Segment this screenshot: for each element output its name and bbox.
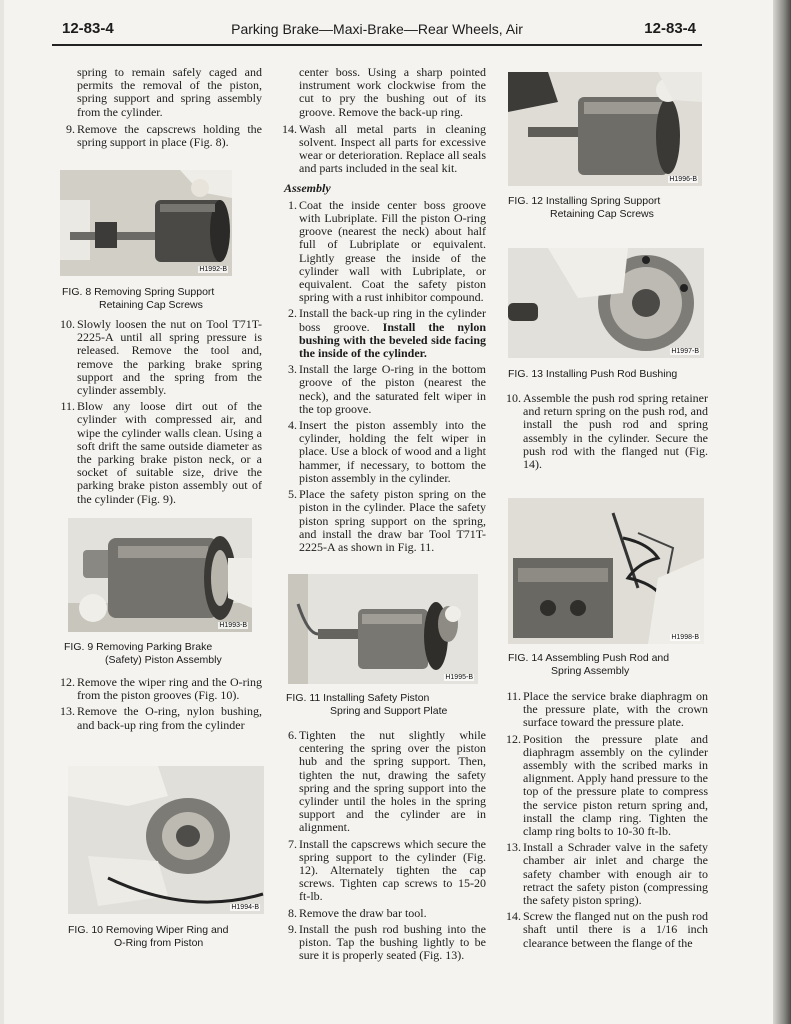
step-10: 10. Slowly loosen the nut on Tool T71T-2225-A until all spring pressure is released. Remove the tool and, remove the parking brake spring support and the spring from the cylinder assembly. [60, 317, 262, 398]
column-1-middle [62, 318, 262, 509]
figure-code: H1998-B [671, 634, 699, 641]
assembly-step-10: 10. Assemble the push rod spring retainer and return spring on the push rod, and install the push rod and spring assembly in the cylinder. Secure the push rod with the flanged nut (Fig. 14). [506, 391, 708, 472]
column-3-bottom [508, 690, 708, 953]
page-binding-shadow [773, 0, 791, 1024]
column-1-top [62, 66, 262, 152]
figure-9-caption: FIG. 9 Removing Parking Brake (Safety) Piston Assembly [64, 641, 222, 666]
assembly-step-9: 9. Install the push rod bushing into the piston. Tap the bushing lightly to be sure it is properly seated (Fig. 13). [288, 921, 486, 963]
assembly-step-4: 4. Insert the piston assembly into the cylinder, holding the felt wiper in place. Use a block of wood and a light hammer, if necessary, to bottom the piston assembly in the cylinder. [288, 418, 486, 485]
assembly-heading: Assembly [284, 180, 331, 195]
assembly-step-6: 6. Tighten the nut slightly while centering the spring over the piston hub and the spring support. Then, tighten the nut, drawing the safety spring and the spring support into the cylinder until the holes in the spring support and the cylinder are in alignment. [288, 728, 486, 835]
figure-12-photo [508, 72, 702, 186]
assembly-step-1: 1. Coat the inside center boss groove with Lubriplate. Fill the piston O-ring groove (nearest the neck) about half full of Lubriplate or equivalent. Lightly grease the inside of the cylinder wall with Lubriplate, or equivalent. Coat the safety piston spring with a rust inhibitor compound. [288, 197, 486, 305]
column-2-top [284, 66, 486, 557]
figure-code: H1996-B [669, 176, 697, 183]
column-1-bottom [62, 676, 262, 735]
figure-10-caption: FIG. 10 Removing Wiper Ring and O-Ring from Piston [68, 924, 229, 949]
figure-12-caption: FIG. 12 Installing Spring Support Retaining Cap Screws [508, 195, 661, 220]
assembly-step-7: 7. Install the capscrews which secure the spring support to the cylinder (Fig. 12). Alternately tighten the cap screws. Tighten cap screws to 15-20 ft-lb. [288, 836, 486, 904]
assembly-step-14: 14. Screw the flanged nut on the push rod shaft until there is a 1/16 inch clearance between the flange of the [506, 909, 708, 950]
assembly-step-13: 13. Install a Schrader valve in the safety chamber air inlet and charge the safety chamber with enough air to retract the safety piston (compressing the safety piston spring). [506, 840, 708, 908]
page-number-left: 12-83-4 [62, 20, 114, 37]
figure-9-photo [68, 518, 252, 632]
assembly-step-12: 12. Position the pressure plate and diaphragm assembly on the cylinder assembly with the scribed marks in alignment. Apply hand pressure to the top of the pressure plate to compress the service piston return spring and, install the clamp ring. Tighten the clamp ring bolts to 10-30 ft-lb. [506, 731, 708, 839]
step-13: 13. Remove the O-ring, nylon bushing, and back-up ring from the cylinder [60, 704, 262, 732]
figure-14-photo [508, 498, 704, 644]
assembly-step-3: 3. Install the large O-ring in the bottom groove of the piston (nearest the neck), and the saturated felt wiper in the top groove. [288, 362, 486, 416]
step-12: 12. Remove the wiper ring and the O-ring from the piston grooves (Fig. 10). [60, 675, 262, 703]
figure-code: H1995-B [445, 674, 473, 681]
assembly-step-5: 5. Place the safety piston spring on the piston in the cylinder. Place the safety piston spring support on the spring, and install the draw bar Tool T71T-2225-A as shown in Fig. 11. [288, 487, 486, 554]
figure-14-caption: FIG. 14 Assembling Push Rod and Spring Assembly [508, 652, 670, 677]
step-14: 14. Wash all metal parts in cleaning solvent. Inspect all parts for excessive wear or deterioration. Replace all seals and parts included in the seal kit. [282, 121, 486, 176]
assembly-step-11: 11. Place the service brake diaphragm on the pressure plate, with the crown surface toward the pressure plate. [506, 689, 708, 730]
figure-13-caption: FIG. 13 Installing Push Rod Bushing [508, 368, 678, 380]
assembly-step-2: 2. Install the back-up ring in the cylinder boss groove. Install the nylon bushing with the beveled side facing the inside of the cylinder. [288, 306, 486, 361]
figure-code: H1994-B [231, 904, 259, 911]
column-3-top [508, 392, 708, 474]
page-header [52, 14, 702, 46]
figure-8-photo [60, 170, 232, 276]
figure-11-caption: FIG. 11 Installing Safety Piston Spring and Support Plate [286, 692, 448, 717]
paragraph: center boss. Using a sharp pointed instrument work clockwise from the cut to pry the bushing out of its groove. Remove the back-up ring. [299, 65, 486, 119]
page-left-edge [0, 0, 4, 1024]
figure-8-caption: FIG. 8 Removing Spring Support Retaining Cap Screws [62, 286, 215, 311]
page-number-right: 12-83-4 [644, 20, 696, 37]
page-title: Parking Brake—Maxi-Brake—Rear Wheels, Air [231, 21, 523, 37]
step-11: 11. Blow any loose dirt out of the cylinder with compressed air, and wipe the cylinder walls clean. Using a soft drift the same outside diameter as the parking brake piston neck, or a socket of suitable size, drive the parking brake piston assembly out of the cylinder (Fig. 9). [60, 399, 262, 506]
figure-code: H1992-B [199, 266, 227, 273]
column-2-bottom [284, 729, 486, 965]
step-9: 9. Remove the capscrews holding the spring support in place (Fig. 8). [66, 121, 262, 150]
assembly-step-8: 8. Remove the draw bar tool. [288, 905, 427, 920]
figure-10-photo [68, 766, 264, 914]
figure-13-photo [508, 248, 704, 358]
paragraph: spring to remain safely caged and permits the removal of the piston, spring support and spring assembly from the cylinder. [77, 65, 262, 119]
figure-code: H1997-B [671, 348, 699, 355]
figure-code: H1993-B [219, 622, 247, 629]
figure-11-photo [288, 574, 478, 684]
